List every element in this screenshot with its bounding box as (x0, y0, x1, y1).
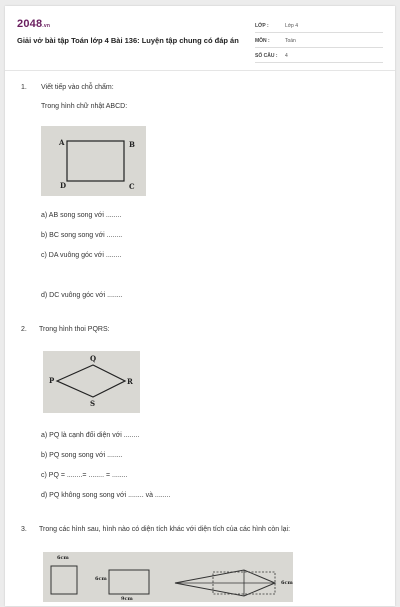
label-d: D (60, 181, 67, 190)
rectangle-shape (109, 570, 149, 594)
label-a: A (59, 138, 65, 147)
meta-value: 4 (285, 53, 288, 59)
meta-subject (255, 35, 383, 48)
meta-question-count (255, 50, 383, 63)
document-title: Giải vở bài tập Toán lớp 4 Bài 136: Luyện tập chung có đáp án (17, 36, 239, 45)
label-p: P (49, 376, 55, 385)
meta-label: MÔN : (255, 38, 270, 44)
answer-item: b) PQ song song với ........ (41, 452, 123, 459)
question-number: 2. (21, 326, 27, 333)
answer-item: d) DC vuông góc với ........ (41, 292, 123, 299)
label-c: C (129, 182, 135, 191)
answer-item: c) PQ = ........= ........ = ........ (41, 472, 128, 479)
question-subprompt: Trong hình chữ nhật ABCD: (41, 103, 128, 110)
answer-item: c) DA vuông góc với ........ (41, 252, 122, 259)
answer-item: d) PQ không song song với ........ và ........ (41, 492, 171, 499)
question-prompt: Trong các hình sau, hình nào có diện tích khác với diện tích của các hình còn lại: (39, 526, 291, 533)
question-number: 1. (21, 84, 27, 91)
header-divider (5, 70, 395, 71)
rectangle-abcd-figure (41, 126, 146, 196)
area-shapes-drawing (43, 552, 293, 602)
label-b: B (129, 140, 135, 149)
meta-label: LỚP : (255, 23, 269, 29)
question-prompt: Trong hình thoi PQRS: (39, 326, 110, 333)
answer-item: a) PQ là cạnh đối diện với ........ (41, 432, 140, 439)
site-logo[interactable]: 2048.vn (17, 18, 51, 30)
dimension-label: 6cm (57, 555, 69, 561)
answer-item: b) BC song song với ........ (41, 232, 123, 239)
label-q: Q (90, 354, 97, 363)
answer-item: a) AB song song với ........ (41, 212, 122, 219)
question-number: 3. (21, 526, 27, 533)
question-prompt: Viết tiếp vào chỗ chấm: (41, 84, 114, 91)
rhombus-shape (57, 365, 125, 397)
dimension-label: 6cm (95, 576, 107, 582)
meta-label: SỐ CÂU : (255, 53, 278, 59)
meta-value: Lớp 4 (285, 23, 299, 29)
area-shapes-figure (43, 552, 293, 602)
meta-value: Toán (285, 38, 296, 44)
rhombus-pqrs-figure (43, 351, 140, 413)
rectangle-shape (67, 141, 124, 181)
dimension-label: 6cm (281, 580, 293, 586)
meta-grade (255, 20, 383, 33)
label-s: S (90, 399, 96, 408)
label-r: R (127, 377, 133, 386)
dimension-label: 9cm (121, 596, 133, 602)
square-shape (51, 566, 77, 594)
document-page (5, 6, 395, 606)
